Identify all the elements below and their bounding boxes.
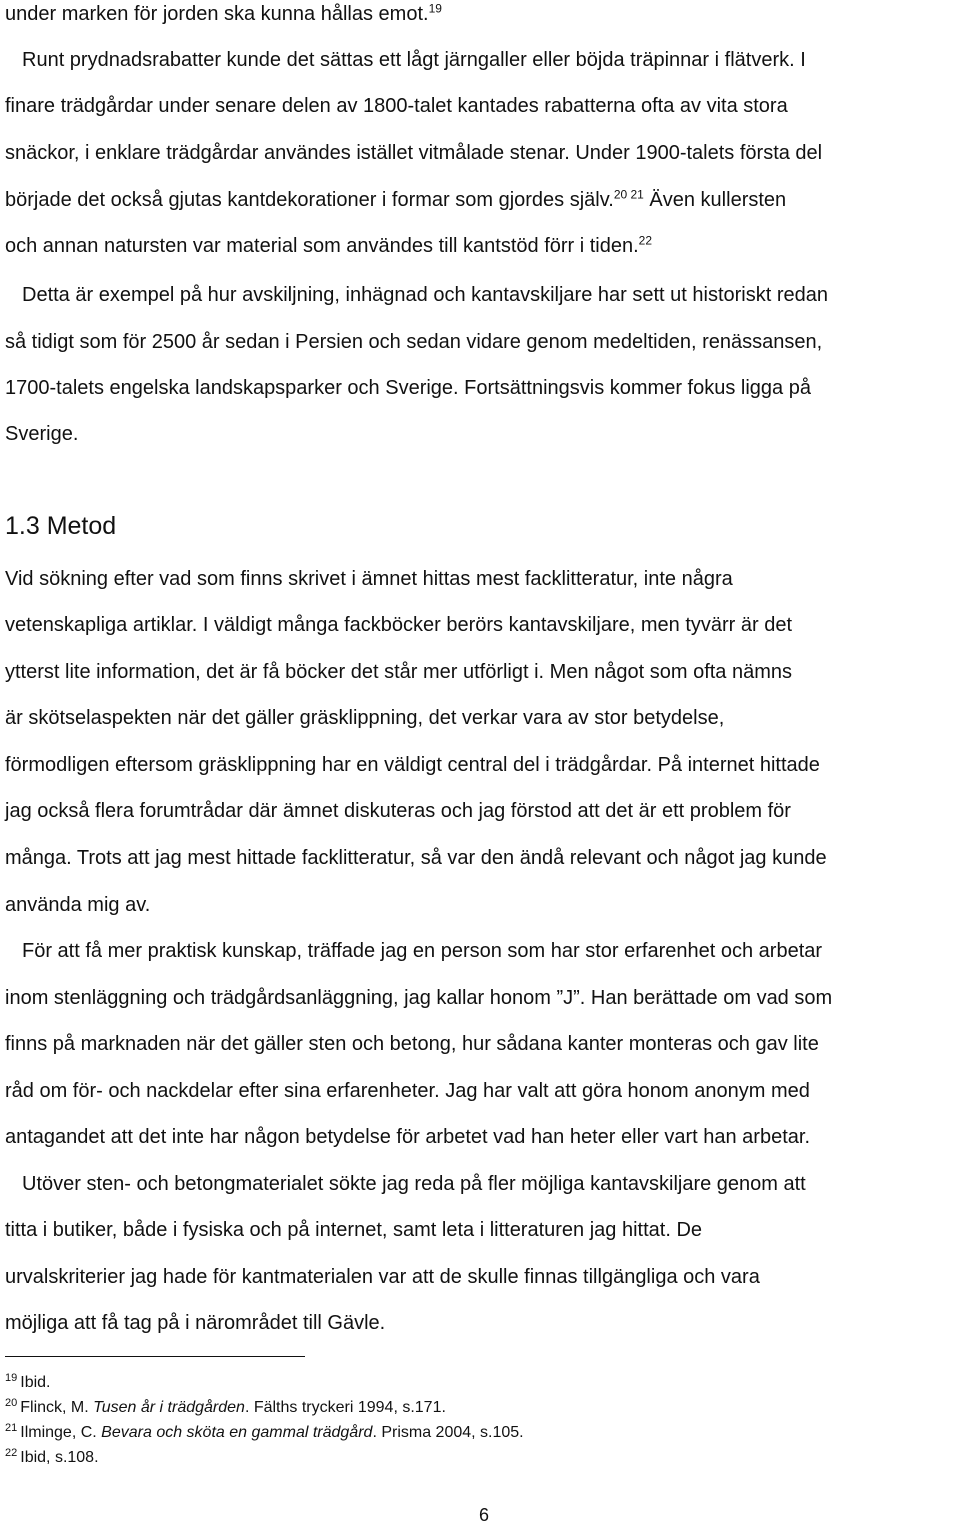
- body-text: började det också gjutas kantdekorationer i formar som gjordes själv.: [5, 189, 614, 211]
- body-line: [5, 140, 822, 166]
- body-text: så tidigt som för 2500 år sedan i Persien och sedan vidare genom medeltiden, renässansen,: [5, 331, 823, 353]
- body-line: jag också flera forumtrådar där ämnet diskuteras och jag förstod att det är ett problem för: [5, 800, 791, 822]
- footnote-title: Bevara och sköta en gammal trädgård: [101, 1424, 373, 1441]
- body-text: Sverige.: [5, 423, 79, 445]
- body-line: antagandet att det inte har någon betydelse för arbetet vad han heter eller vart han arbetar.: [5, 1126, 810, 1148]
- body-text: under marken för jorden ska kunna hållas emot.: [5, 3, 429, 25]
- page-number: 6: [478, 1505, 489, 1525]
- body-line: [22, 47, 806, 73]
- footnote: [5, 1422, 524, 1444]
- body-text: Runt prydnadsrabatter kunde det sättas ett lågt järngaller eller böjda träpinnar i flätverk. I: [22, 49, 806, 71]
- section-heading: 1.3 Metod: [5, 512, 117, 540]
- body-line: titta i butiker, både i fysiska och på internet, samt leta i litteraturen jag hittat. De: [5, 1219, 703, 1241]
- footnote-ref[interactable]: 19: [428, 1, 442, 16]
- footnote: [5, 1447, 99, 1469]
- body-line: möjliga att få tag på i närområdet till Gävle.: [5, 1312, 386, 1334]
- footnote: [5, 1372, 51, 1394]
- body-text: och annan natursten var material som användes till kantstöd förr i tiden.: [5, 235, 639, 257]
- body-line: ytterst lite information, det är få böcker det står mer utförligt i. Men något som ofta nämns: [5, 661, 793, 683]
- body-line: använda mig av.: [5, 894, 151, 916]
- footnote: [5, 1397, 446, 1419]
- body-text: finare trädgårdar under senare delen av 1800-talet kantades rabatterna ofta av vita stora: [5, 95, 788, 117]
- footnote-text: Ilminge, C.: [20, 1424, 102, 1441]
- body-line: Vid sökning efter vad som finns skrivet i ämnet hittas mest facklitteratur, inte några: [5, 568, 733, 590]
- footnote-ref[interactable]: 22: [638, 233, 653, 248]
- body-text: Detta är exempel på hur avskiljning, inhägnad och kantavskiljare har sett ut historiskt redan: [22, 284, 828, 306]
- body-line: [5, 187, 786, 213]
- body-line: vetenskapliga artiklar. I väldigt många fackböcker berörs kantavskiljare, men tyvärr är det: [5, 614, 793, 636]
- body-line: [5, 375, 811, 401]
- body-line: [22, 282, 828, 308]
- body-line: är skötselaspekten när det gäller gräsklippning, det verkar vara av stor betydelse,: [5, 707, 725, 729]
- body-line: För att få mer praktisk kunskap, träffade jag en person som har stor erfarenhet och arbetar: [22, 940, 823, 962]
- body-line: många. Trots att jag mest hittade facklitteratur, så var den ändå relevant och något jag kunde: [5, 847, 827, 869]
- footnote-number: 21: [5, 1421, 18, 1434]
- body-line: finns på marknaden när det gäller sten och betong, hur sådana kanter monteras och gav lite: [5, 1033, 819, 1055]
- body-text: snäckor, i enklare trädgårdar användes istället vitmålade stenar. Under 1900-talets första del: [5, 142, 823, 164]
- body-line: [5, 233, 652, 259]
- body-text: 1700-talets engelska landskapsparker och Sverige. Fortsättningsvis kommer fokus ligga på: [5, 377, 811, 399]
- body-line: [5, 329, 822, 355]
- footnote-text: Ibid.: [20, 1374, 51, 1391]
- footnote-ref[interactable]: 20 21: [613, 187, 644, 202]
- footnote-text: Flinck, M.: [20, 1399, 94, 1416]
- body-line: [5, 421, 78, 447]
- footnote-number: 22: [5, 1446, 18, 1459]
- body-line: råd om för- och nackdelar efter sina erfarenheter. Jag har valt att göra honom anonym med: [5, 1080, 810, 1102]
- body-line: [5, 93, 788, 119]
- footnote-title: Tusen år i trädgården: [93, 1399, 245, 1416]
- footnote-text: . Fälths tryckeri 1994, s.171.: [244, 1399, 446, 1416]
- footnote-number: 19: [5, 1371, 18, 1384]
- body-line: [5, 1, 442, 27]
- body-text: Även kullersten: [643, 189, 787, 211]
- footnote-rule: [5, 1356, 305, 1357]
- body-line: inom stenläggning och trädgårdsanläggning, jag kallar honom ”J”. Han berättade om vad som: [5, 987, 833, 1009]
- footnote-text: . Prisma 2004, s.105.: [372, 1424, 524, 1441]
- footnote-text: Ibid, s.108.: [20, 1449, 99, 1466]
- body-line: förmodligen eftersom gräsklippning har en väldigt central del i trädgårdar. På internet hittade: [5, 754, 820, 776]
- footnote-number: 20: [5, 1396, 18, 1409]
- body-line: urvalskriterier jag hade för kantmaterialen var att de skulle finnas tillgängliga och vara: [5, 1266, 760, 1288]
- body-line: Utöver sten- och betongmaterialet sökte jag reda på fler möjliga kantavskiljare genom att: [22, 1173, 806, 1195]
